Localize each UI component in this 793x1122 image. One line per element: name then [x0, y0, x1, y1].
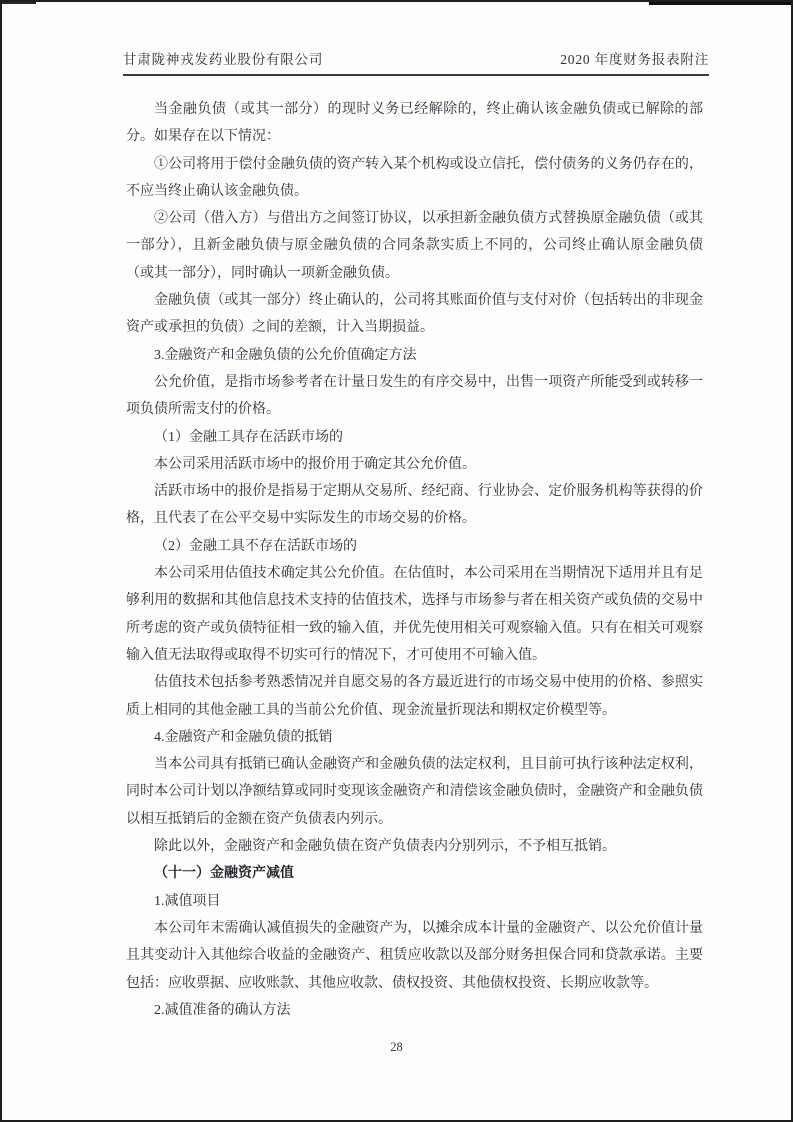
- paragraph: 金融负债（或其一部分）终止确认的，公司将其账面价值与支付对价（包括转出的非现金资产或承担的负债）之间的差额，计入当期损益。: [126, 293, 703, 336]
- document-body: [126, 96, 703, 1024]
- paragraph: 本公司采用活跃市场中的报价用于确定其公允价值。: [154, 456, 476, 472]
- numbered-subheading: （2）金融工具不存在活跃市场的: [154, 538, 357, 554]
- paragraph: 本公司年末需确认减值损失的金融资产为，以摊余成本计量的金融资产、以公允价值计量且其变动计入其他综合收益的金融资产、租赁应收款以及部分财务担保合同和贷款承诺。主要包括：应收票据、应收账款、其他应收款、债权投资、其他债权投资、长期应收款等。: [126, 920, 703, 991]
- scan-edge-artifact: [649, 2, 791, 5]
- scan-edge-artifact: [2, 2, 36, 4]
- page-number: 28: [390, 1040, 403, 1054]
- numbered-heading: 3.金融资产和金融负债的公允价值确定方法: [154, 347, 417, 363]
- numbered-heading: 1.减值项目: [154, 893, 221, 909]
- paragraph: ①公司将用于偿付金融负债的资产转入某个机构或设立信托，偿付债务的义务仍存在的，不应当终止确认该金融负债。: [126, 156, 703, 199]
- section-heading: （十一）金融资产减值: [154, 866, 294, 882]
- page-header: [123, 48, 709, 76]
- paragraph: 当本公司具有抵销已确认金融资产和金融负债的法定权利，且目前可执行该种法定权利，同时本公司计划以净额结算或同时变现该金融资产和清偿该金融负债时，金融资产和金融负债以相互抵销后的金额在资产负债表内列示。: [126, 757, 703, 827]
- paragraph: 当金融负债（或其一部分）的现时义务已经解除的，终止确认该金融负债或已解除的部分。如果存在以下情况：: [126, 102, 703, 145]
- paragraph: 公允价值，是指市场参考者在计量日发生的有序交易中，出售一项资产所能受到或转移一项负债所需支付的价格。: [126, 374, 703, 418]
- numbered-heading: 2.减值准备的确认方法: [154, 1002, 291, 1018]
- numbered-heading: 4.金融资产和金融负债的抵销: [154, 729, 333, 745]
- paragraph: 本公司采用估值技术确定其公允价值。在估值时，本公司采用在当期情况下适用并且有足够利用的数据和其他信息技术支持的估值技术，选择与市场参与者在相关资产或负债的交易中所考虑的资产或负债特征相一致的输入值，并优先使用相关可观察输入值。只有在相关可观察输入值无法取得或取得不切实可行的情况下，才可使用不可输入值。: [126, 566, 703, 663]
- paragraph: 活跃市场中的报价是指易于定期从交易所、经纪商、行业协会、定价服务机构等获得的价格，且代表了在公平交易中实际发生的市场交易的价格。: [126, 484, 703, 527]
- paragraph: 估值技术包括参考熟悉情况并自愿交易的各方最近进行的市场交易中使用的价格、参照实质上相同的其他金融工具的当前公允价值、现金流量折现法和期权定价模型等。: [126, 675, 703, 718]
- paragraph: ②公司（借入方）与借出方之间签订协议，以承担新金融负债方式替换原金融负债（或其一部分），且新金融负债与原金融负债的合同条款实质上不同的，公司终止确认原金融负债（或其一部分），同时确认一项新金融负债。: [126, 211, 703, 281]
- document-title: 2020 年度财务报表附注: [560, 52, 709, 67]
- company-name: 甘肃陇神戎发药业股份有限公司: [123, 52, 324, 67]
- numbered-subheading: （1）金融工具存在活跃市场的: [154, 429, 343, 445]
- paragraph: 除此以外，金融资产和金融负债在资产负债表内分别列示，不予相互抵销。: [154, 839, 616, 855]
